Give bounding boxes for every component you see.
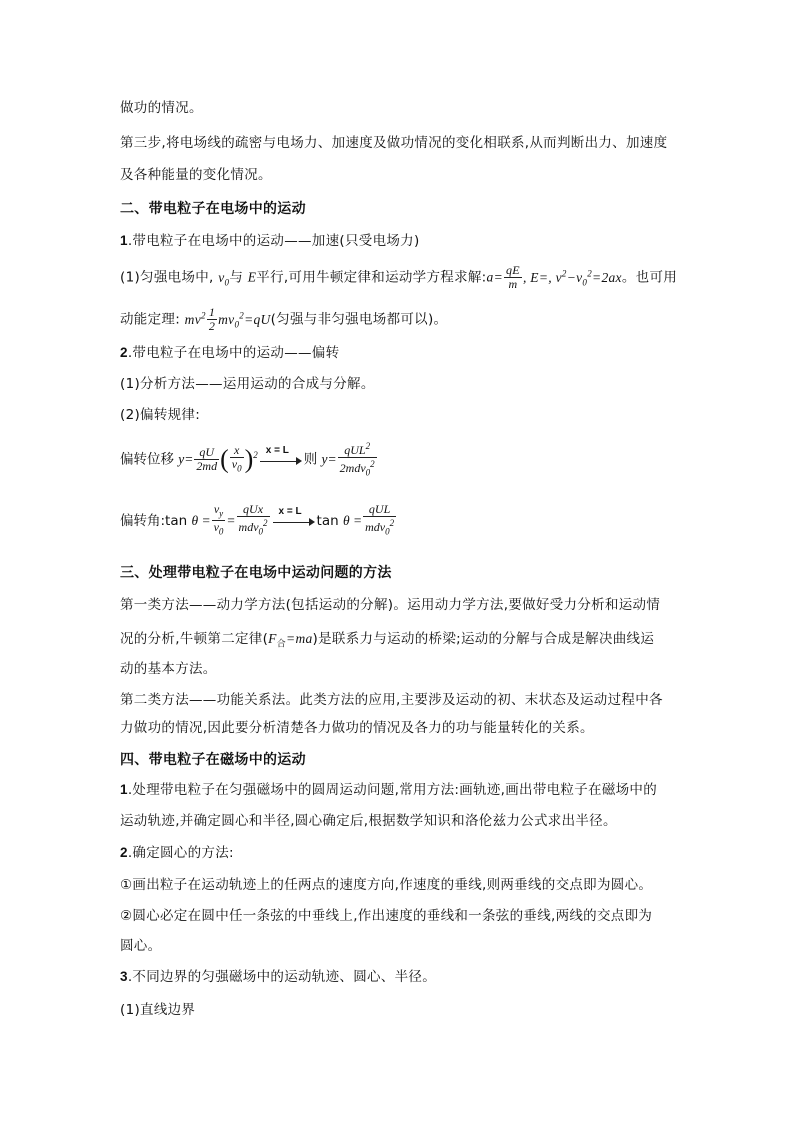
item-text: .处理带电粒子在匀强磁场中的圆周运动问题,常用方法:画轨迹,画出带电粒子在磁场中的 <box>127 782 658 798</box>
subsection-title <box>120 967 436 987</box>
math-eq: = <box>226 512 236 528</box>
item-number: 2 <box>120 345 128 360</box>
item-number: 3 <box>120 969 128 984</box>
section-heading: 三、处理带电粒子在电场中运动问题的方法 <box>120 565 392 581</box>
text: 况的分析,牛顿第二定律( <box>120 631 269 647</box>
subsection-title <box>120 343 339 363</box>
item-text: .带电粒子在电场中的运动——加速(只受电场力) <box>127 233 420 249</box>
text: 平行,可用牛顿定律和运动学方程求解: <box>256 269 487 286</box>
fraction: $\frac{qE}{m}$ <box>506 263 520 291</box>
text: 偏转位移 <box>120 451 174 468</box>
text: (1)匀强电场中, <box>120 269 214 286</box>
fraction: $\frac{\text{qUL}}{mdv_0^2}$ <box>365 502 395 537</box>
math-a: a= <box>486 269 503 285</box>
text: (匀强与非匀强电场都可以)。 <box>270 311 448 328</box>
math-theta: θ = <box>342 512 363 528</box>
text: 与 <box>229 269 244 286</box>
angle-formula <box>120 503 397 539</box>
fraction: $\frac{qU}{2md}$ <box>196 445 218 474</box>
deflection-formula: 偏转位移 y= $\frac{qU}{2md}$ ( $\frac{x}{v_0}$ )$^2$ x = L 则 y= $\frac{qUL^2}{2mdv_0^2}$ <box>120 441 375 478</box>
math-expr: $mv^2$ <box>184 310 206 327</box>
text: 动能定理: <box>120 311 181 328</box>
item-number: 1 <box>120 782 128 797</box>
text-line: 第二类方法——功能关系法。此类方法的应用,主要涉及运动的初、末状态及运动过程中各 <box>120 692 663 708</box>
fraction: $\frac{x}{v_0}$ <box>231 443 242 474</box>
item-text: .确定圆心的方法: <box>127 845 234 861</box>
text-line: 第一类方法——动力学方法(包括运动的分解)。运用动力学方法,要做好受力分析和运动情 <box>120 597 661 613</box>
math-theta: θ = <box>191 512 211 528</box>
text-line: 圆心。 <box>120 938 162 954</box>
section-heading: 四、带电粒子在磁场中的运动 <box>120 752 306 768</box>
math-E: E <box>247 269 257 285</box>
subsection-title <box>120 843 234 863</box>
text: 则 <box>303 451 318 468</box>
text-line: 第三步,将电场线的疏密与电场力、加速度及做功情况的变化相联系,从而判断出力、加速度 <box>120 135 668 151</box>
math-expr: , E=, $v^2-v_0^2=2ax$ <box>522 268 622 288</box>
item-text: .不同边界的匀强磁场中的运动轨迹、圆心、半径。 <box>127 969 437 985</box>
item-number: 2 <box>120 845 128 860</box>
text-line: 运动轨迹,并确定圆心和半径,圆心确定后,根据数学知识和洛伦兹力公式求出半径。 <box>120 813 617 829</box>
text-line: (2)偏转规律: <box>120 407 201 423</box>
arrow-icon: x = L <box>273 514 315 528</box>
subsection-title <box>120 780 657 800</box>
section-heading: 二、带电粒子在电场中的运动 <box>120 201 306 217</box>
text-line <box>120 629 654 654</box>
text-line: 力做功的情况,因此要分析清楚各力做功的情况及各力的功与能量转化的关系。 <box>120 720 594 736</box>
item-number: 1 <box>120 233 128 248</box>
fraction: $\frac{\text{qUx}}{mdv_0^2}$ <box>238 502 268 537</box>
text: tan <box>316 512 339 529</box>
item-text: .带电粒子在电场中的运动——偏转 <box>127 345 340 361</box>
math-F: $F_合=ma$ <box>268 631 313 649</box>
text-line: 动的基本方法。 <box>120 661 217 677</box>
text-line: 及各种能量的变化情况。 <box>120 167 272 183</box>
text-line: ②圆心必定在圆中任一条弦的中垂线上,作出速度的垂线和一条弦的垂线,两线的交点即为 <box>120 908 653 924</box>
math-y: y= <box>178 451 194 467</box>
subsection-title <box>120 231 420 251</box>
formula-line <box>120 263 677 292</box>
math-expr: $mv_0^2=qU$ <box>218 310 271 330</box>
formula-line <box>120 305 447 334</box>
math-v0: $v_0$ <box>218 269 230 288</box>
text-line: ①画出粒子在运动轨迹上的任两点的速度方向,作速度的垂线,则两垂线的交点即为圆心。 <box>120 877 653 893</box>
fraction: $\frac{qUL^2}{2mdv_0^2}$ <box>339 441 375 478</box>
text-line: 做功的情况。 <box>120 100 203 116</box>
fraction: $\frac{1}{2}$ <box>208 305 216 333</box>
arrow-icon: x = L <box>260 453 302 467</box>
text: )是联系力与运动的桥梁;运动的分解与合成是解决曲线运 <box>312 631 655 647</box>
text-line: (1)直线边界 <box>120 1002 196 1018</box>
text-line: (1)分析方法——运用运动的合成与分解。 <box>120 376 375 392</box>
text: 偏转角:tan <box>120 512 188 529</box>
math-y: y= <box>321 451 337 467</box>
text: 。也可用 <box>621 269 678 286</box>
fraction: $\frac{v_y}{v_0}$ <box>213 502 224 537</box>
